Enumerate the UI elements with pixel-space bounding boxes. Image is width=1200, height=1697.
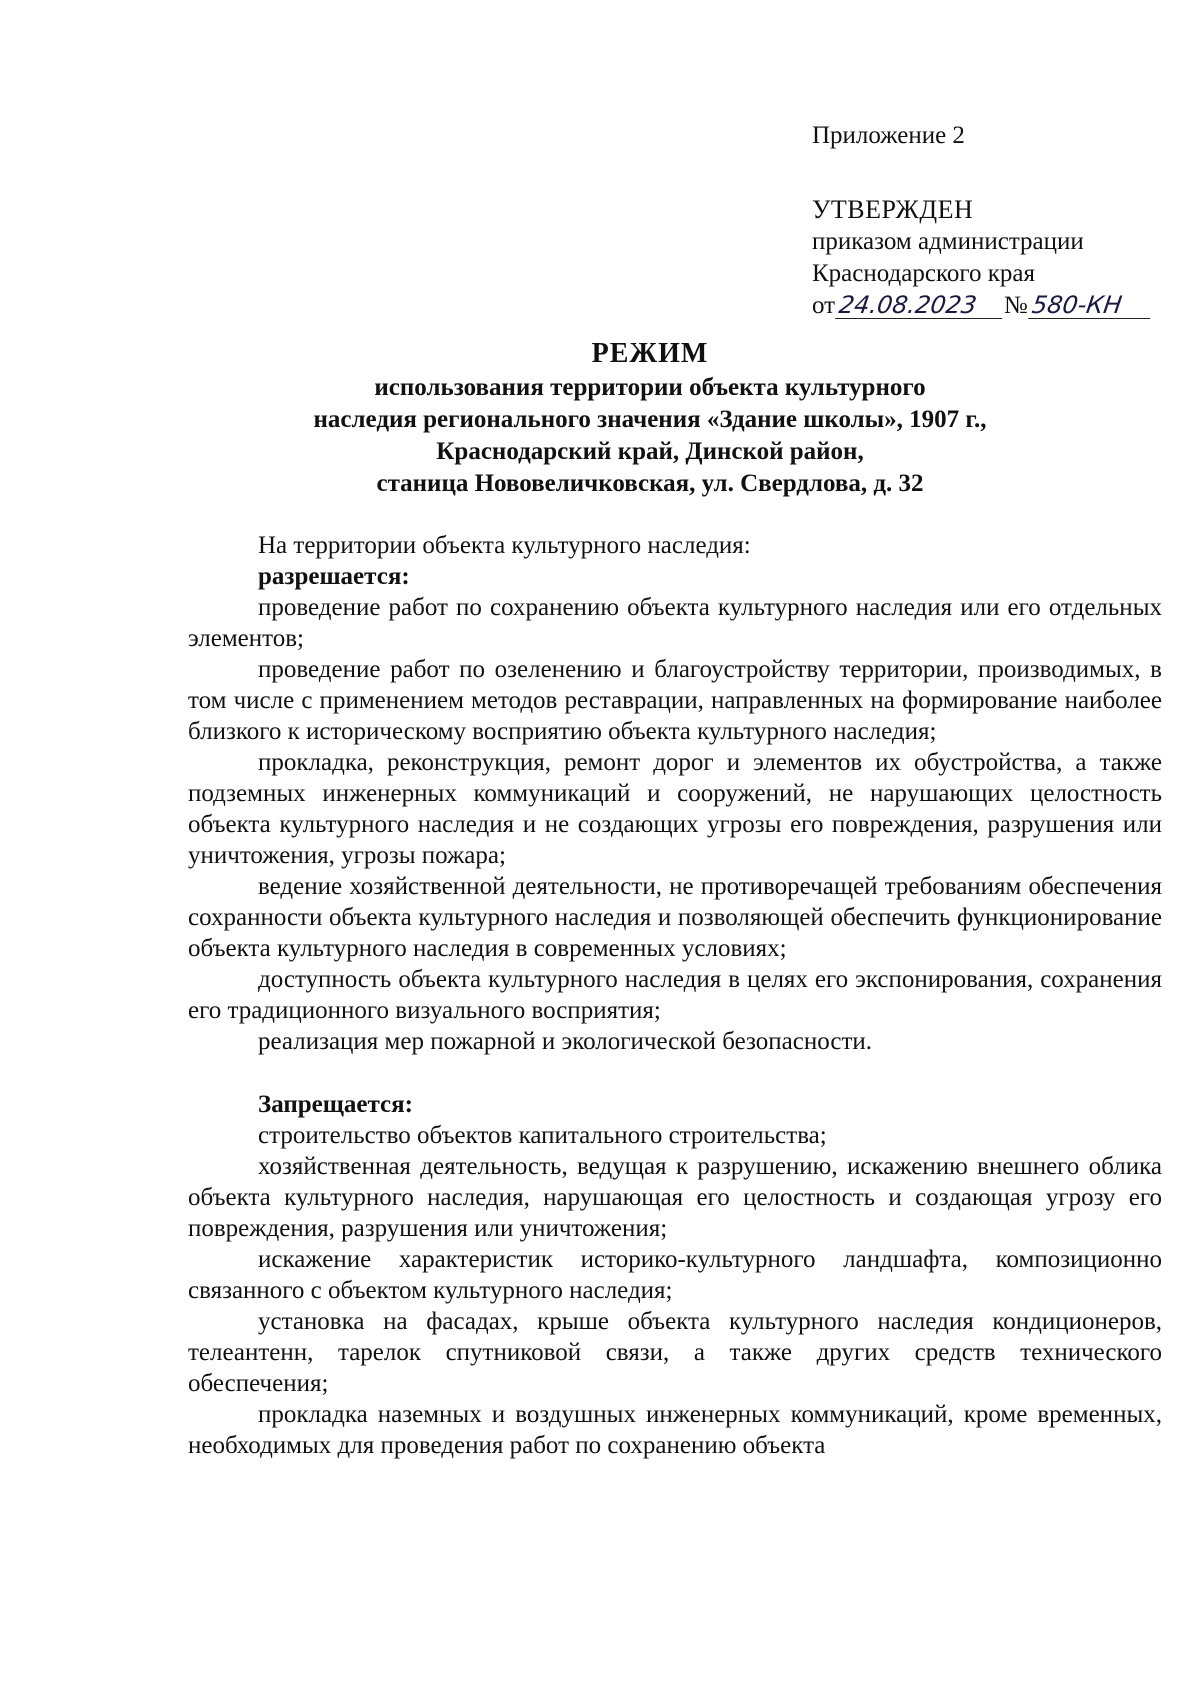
forbidden-item: прокладка наземных и воздушных инженерных коммуникаций, кроме временных, необходимых для проведения работ по сохранению объекта [188,1401,1162,1459]
intro-text: На территории объекта культурного наследия: [258,532,751,559]
approved-label: УТВЕРЖДЕН [812,195,974,224]
approval-line-2: Краснодарского края [812,260,1035,287]
allowed-item: прокладка, реконструкция, ремонт дорог и элементов их обустройства, а также подземных инженерных коммуникаций и сооружений, не нарушающих целостность объекта культурного наследия и не создающих угрозы его повреждения, разрушения или уничтожения, угрозы пожара; [188,749,1162,869]
appendix-label: Приложение 2 [812,122,965,149]
allowed-item: проведение работ по сохранению объекта культурного наследия или его отдельных элементов; [188,594,1162,652]
allowed-label: разрешается: [258,563,410,590]
section-gap [188,1057,1162,1089]
heading-line-3: Краснодарский край, Динской район, [436,438,864,465]
heading-title: РЕЖИМ [591,338,709,369]
approval-block [812,120,1152,322]
heading-line-1: использования территории объекта культурного [374,374,926,401]
forbidden-item: хозяйственная деятельность, ведущая к разрушению, искажению внешнего облика объекта культурного наследия, нарушающая его целостность и создающая угрозу его повреждения, разрушения или уничтожения; [188,1153,1162,1242]
forbidden-item: установка на фасадах, крыше объекта культурного наследия кондиционеров, телеантенн, тарелок спутниковой связи, а также других средств технического обеспечения; [188,1308,1162,1397]
document-body [188,530,1162,1461]
allowed-item: доступность объекта культурного наследия в целях его экспонирования, сохранения его традиционного визуального восприятия; [188,966,1162,1024]
allowed-item: проведение работ по озеленению и благоустройству территории, производимых, в том числе с применением методов реставрации, направленных на формирование наиболее близкого к историческому восприятию объекта культурного наследия; [188,656,1162,745]
from-label: от [812,292,836,319]
heading-line-2: наследия регионального значения «Здание школы», 1907 г., [313,406,987,433]
handwritten-number: 580-КН [1028,292,1154,319]
handwritten-date: 24.08.2023 [835,292,1005,319]
forbidden-label: Запрещается: [258,1091,414,1118]
order-line [812,290,1152,322]
document-heading [150,336,1150,500]
forbidden-item: искажение характеристик историко-культурного ландшафта, композиционно связанного с объектом культурного наследия; [188,1246,1162,1304]
approval-line-1: приказом администрации [812,228,1084,255]
number-label: № [1003,292,1028,319]
allowed-item: ведение хозяйственной деятельности, не противоречащей требованиям обеспечения сохранности объекта культурного наследия и позволяющей обеспечить функционирование объекта культурного наследия в современных условиях; [188,873,1162,962]
heading-line-4: станица Нововеличковская, ул. Свердлова, д. 32 [376,470,924,497]
forbidden-item: строительство объектов капитального строительства; [258,1122,827,1149]
allowed-item: реализация мер пожарной и экологической безопасности. [258,1028,873,1055]
